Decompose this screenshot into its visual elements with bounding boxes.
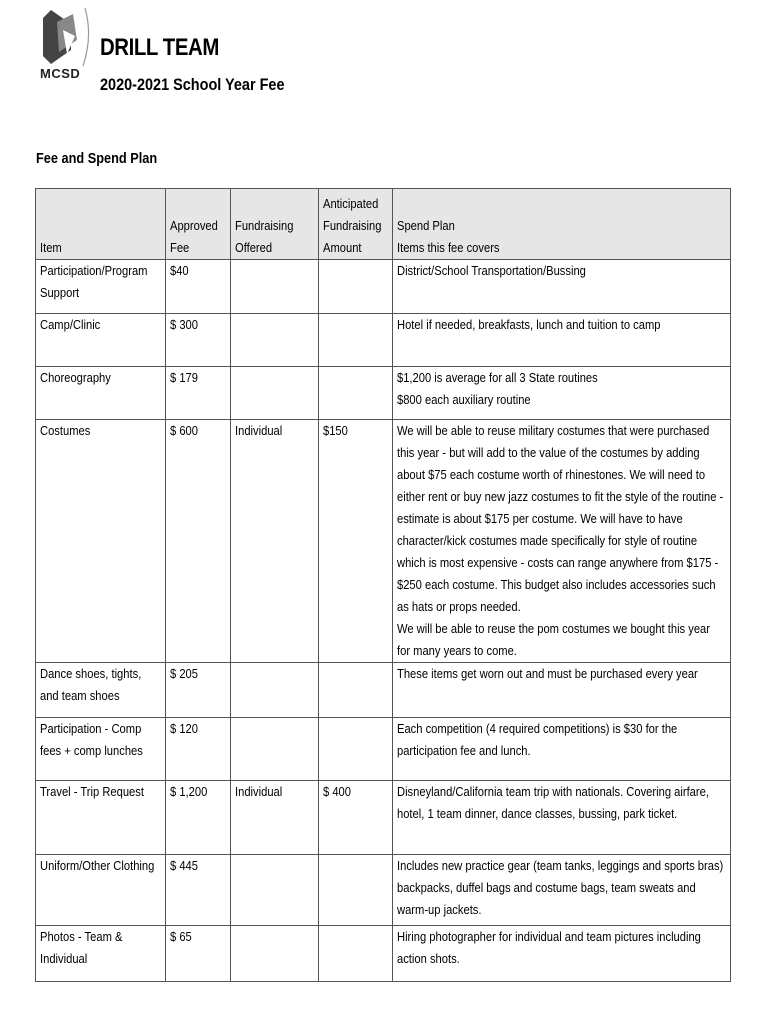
cell-fee: $ 300 <box>165 314 230 367</box>
cell-item: Camp/Clinic <box>36 314 166 367</box>
cell-amount <box>319 260 393 314</box>
cell-amount <box>319 314 393 367</box>
cell-spend: District/School Transportation/Bussing <box>392 260 730 314</box>
table-row <box>36 663 731 718</box>
cell-fee: $ 1,200 <box>165 781 230 855</box>
cell-spend: Each competition (4 required competitions) is $30 for the participation fee and lunch. <box>392 718 730 781</box>
cell-fee: $40 <box>165 260 230 314</box>
fee-spend-table <box>35 188 731 982</box>
header-anticipated-amount: Anticipated Fundraising Amount <box>319 189 393 260</box>
header-spend-plan: Spend Plan Items this fee covers <box>392 189 730 260</box>
cell-fee: $ 600 <box>165 420 230 663</box>
cell-fundraising <box>231 663 319 718</box>
table-row <box>36 260 731 314</box>
cell-spend: $1,200 is average for all 3 State routines $800 each auxiliary routine <box>392 367 730 420</box>
cell-fundraising: Individual <box>231 781 319 855</box>
table-row <box>36 781 731 855</box>
cell-item: Travel - Trip Request <box>36 781 166 855</box>
table-row <box>36 926 731 982</box>
table-header-row <box>36 189 731 260</box>
cell-amount <box>319 367 393 420</box>
cell-fundraising <box>231 926 319 982</box>
cell-spend: These items get worn out and must be purchased every year <box>392 663 730 718</box>
cell-fundraising <box>231 367 319 420</box>
logo-text: MCSD <box>40 66 81 81</box>
cell-fundraising <box>231 260 319 314</box>
cell-amount <box>319 855 393 926</box>
cell-item: Photos - Team & Individual <box>36 926 166 982</box>
table-row <box>36 718 731 781</box>
table-row <box>36 314 731 367</box>
page-title: DRILL TEAM <box>100 34 219 61</box>
cell-item: Participation - Comp fees + comp lunches <box>36 718 166 781</box>
header-approved-fee: Approved Fee <box>165 189 230 260</box>
table-row <box>36 420 731 663</box>
cell-fundraising <box>231 314 319 367</box>
cell-amount <box>319 663 393 718</box>
cell-spend: Hiring photographer for individual and team pictures including action shots. <box>392 926 730 982</box>
cell-spend: Includes new practice gear (team tanks, leggings and sports bras) backpacks, duffel bags and costume bags, team sweats and warm-up jackets. <box>392 855 730 926</box>
cell-amount <box>319 718 393 781</box>
cell-item: Choreography <box>36 367 166 420</box>
page-subtitle: 2020-2021 School Year Fee <box>100 75 285 94</box>
cell-amount: $ 400 <box>319 781 393 855</box>
cell-spend: Hotel if needed, breakfasts, lunch and tuition to camp <box>392 314 730 367</box>
cell-spend: Disneyland/California team trip with nationals. Covering airfare, hotel, 1 team dinner, dance classes, bussing, park ticket. <box>392 781 730 855</box>
cell-item: Dance shoes, tights, and team shoes <box>36 663 166 718</box>
cell-fundraising <box>231 718 319 781</box>
section-title: Fee and Spend Plan <box>36 150 158 167</box>
cell-amount <box>319 926 393 982</box>
header-item: Item <box>36 189 166 260</box>
cell-item: Costumes <box>36 420 166 663</box>
cell-fee: $ 205 <box>165 663 230 718</box>
cell-fee: $ 445 <box>165 855 230 926</box>
cell-fundraising: Individual <box>231 420 319 663</box>
table-row <box>36 367 731 420</box>
cell-fee: $ 65 <box>165 926 230 982</box>
cell-amount: $150 <box>319 420 393 663</box>
cell-fundraising <box>231 855 319 926</box>
cell-spend: We will be able to reuse military costumes that were purchased this year - but will add to the value of the costumes by adding about $75 each costume worth of rhinestones. We will need to either rent or buy new jazz costumes to fit the style of the routine - estimate is about $175 per costume. We will have to have character/kick costumes made specifically for style of routine which is most expensive - costs can range anywhere from $175 - $250 each costume. This budget also includes accessories such as hats or props needed. We will be able to reuse the pom costumes we bought this year for many years to come. <box>392 420 730 663</box>
cell-item: Participation/Program Support <box>36 260 166 314</box>
header-fundraising-offered: Fundraising Offered <box>231 189 319 260</box>
cell-item: Uniform/Other Clothing <box>36 855 166 926</box>
cell-fee: $ 120 <box>165 718 230 781</box>
table-row <box>36 855 731 926</box>
cell-fee: $ 179 <box>165 367 230 420</box>
